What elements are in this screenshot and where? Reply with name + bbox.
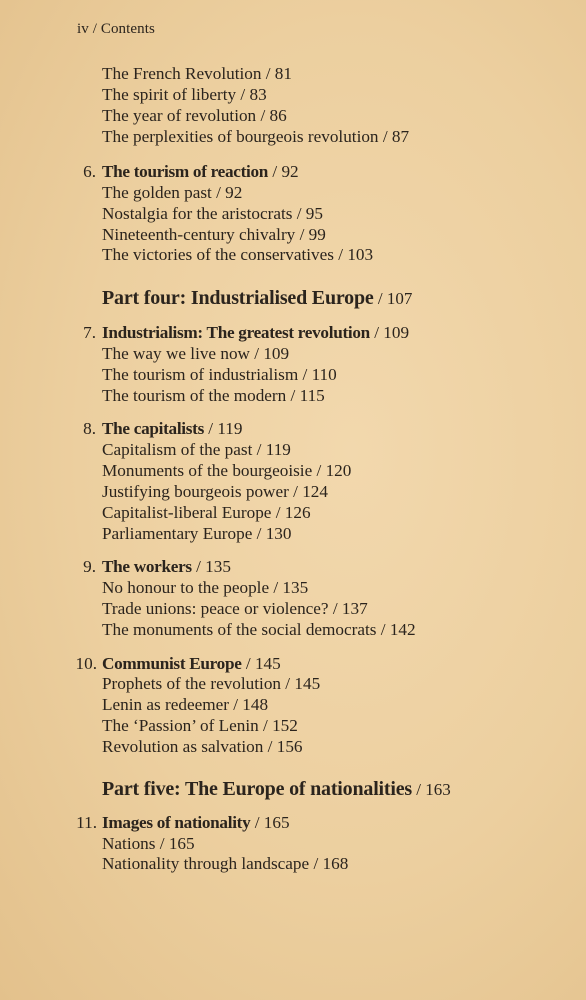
- chapter-title: [102, 654, 281, 674]
- toc-subentry: The golden past / 92: [102, 183, 243, 202]
- chapter-number: 7.: [83, 323, 96, 342]
- chapter-page: / 165: [250, 813, 290, 832]
- chapter-title: [102, 323, 409, 343]
- chapter-title: [102, 419, 243, 439]
- toc-subentry: Lenin as redeemer / 148: [102, 695, 269, 714]
- toc-subentry: The tourism of the modern / 115: [102, 386, 325, 405]
- toc-subentry: Prophets of the revolution / 145: [102, 674, 321, 693]
- running-head: iv / Contents: [77, 21, 155, 37]
- chapter-page: / 92: [268, 162, 299, 181]
- chapter-number: 11.: [76, 813, 97, 832]
- chapter-number: 10.: [75, 654, 97, 673]
- toc-subentry: The perplexities of bourgeois revolution / 87: [102, 127, 410, 146]
- chapter-title: [102, 557, 231, 577]
- toc-subentry: Justifying bourgeois power / 124: [102, 482, 328, 501]
- part-heading: [102, 777, 451, 803]
- chapter-title-text: Images of nationality: [102, 813, 251, 832]
- toc-subentry: Nostalgia for the aristocrats / 95: [102, 204, 323, 223]
- chapter-title: [102, 162, 299, 182]
- toc-subentry: The year of revolution / 86: [102, 106, 287, 125]
- chapter-title: [102, 813, 290, 833]
- chapter-title-text: Communist Europe: [102, 654, 242, 673]
- toc-subentry: Revolution as salvation / 156: [102, 737, 303, 756]
- chapter-number: 6.: [83, 162, 96, 181]
- toc-subentry: The way we live now / 109: [102, 344, 290, 363]
- chapter-page: / 145: [241, 654, 281, 673]
- part-heading: [102, 286, 412, 312]
- part-page: / 107: [373, 289, 413, 308]
- toc-subentry: Nations / 165: [102, 834, 195, 853]
- toc-subentry: The spirit of liberty / 83: [102, 85, 267, 104]
- toc-subentry: Nineteenth-century chivalry / 99: [102, 225, 326, 244]
- chapter-number: 9.: [83, 557, 96, 576]
- chapter-title-text: The workers: [102, 557, 192, 576]
- toc-subentry: No honour to the people / 135: [102, 578, 309, 597]
- chapter-number: 8.: [83, 419, 96, 438]
- chapter-title-text: The capitalists: [102, 419, 204, 438]
- chapter-title-text: The tourism of reaction: [102, 162, 269, 181]
- toc-subentry: Capitalist-liberal Europe / 126: [102, 503, 311, 522]
- toc-subentry: Parliamentary Europe / 130: [102, 524, 292, 543]
- toc-subentry: Trade unions: peace or violence? / 137: [102, 599, 368, 618]
- toc-subentry: Monuments of the bourgeoisie / 120: [102, 461, 352, 480]
- part-title: Part five: The Europe of nationalities: [102, 778, 412, 800]
- chapter-page: / 109: [369, 323, 410, 342]
- toc-subentry: The monuments of the social democrats / 142: [102, 620, 416, 639]
- part-title: Part four: Industrialised Europe: [102, 287, 374, 309]
- toc-subentry: The victories of the conservatives / 103: [102, 245, 374, 264]
- toc-subentry: The ‘Passion’ of Lenin / 152: [102, 716, 298, 735]
- toc-subentry: Capitalism of the past / 119: [102, 440, 291, 459]
- toc-subentry: The tourism of industrialism / 110: [102, 365, 337, 384]
- chapter-title-text: Industrialism: The greatest revolution: [102, 323, 370, 342]
- chapter-page: / 119: [203, 419, 243, 438]
- chapter-page: / 135: [191, 557, 231, 576]
- toc-subentry: The French Revolution / 81: [102, 64, 292, 83]
- part-page: / 163: [411, 780, 451, 799]
- toc-subentry: Nationality through landscape / 168: [102, 854, 349, 873]
